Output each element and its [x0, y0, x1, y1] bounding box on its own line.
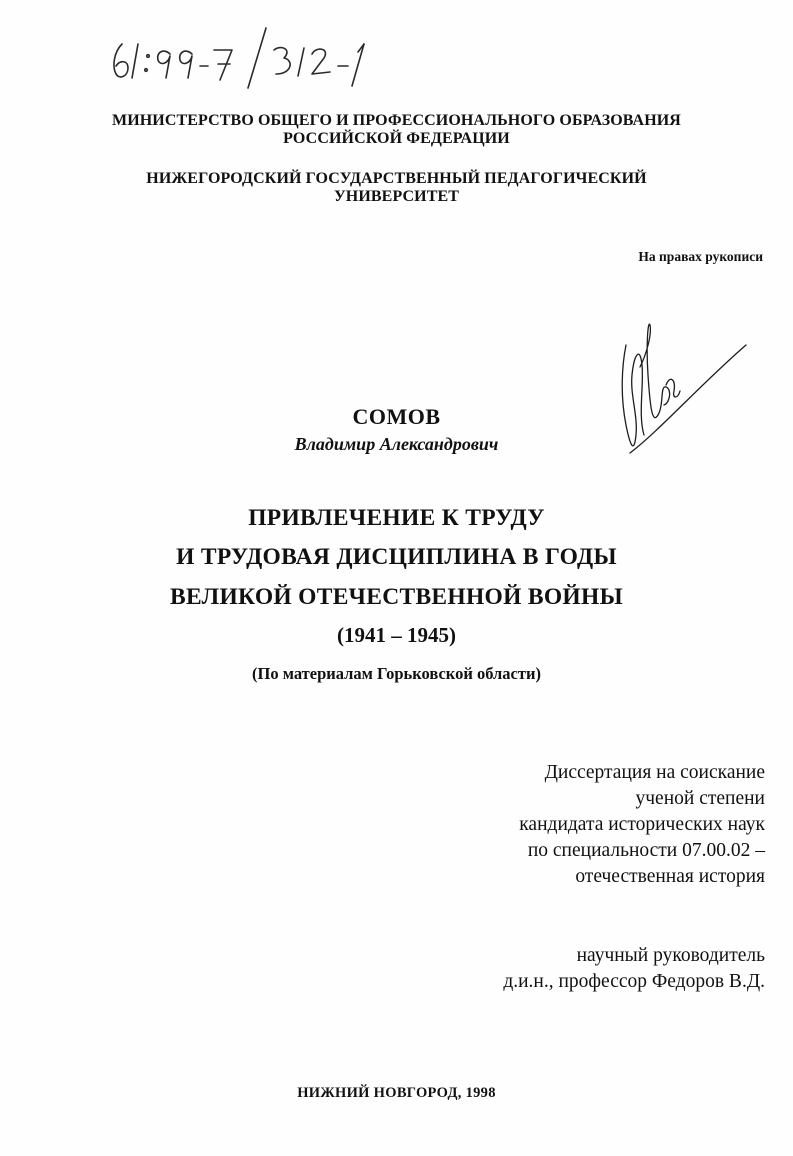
title-years: (1941 – 1945) [337, 623, 456, 647]
title-line-3: ВЕЛИКОЙ ОТЕЧЕСТВЕННОЙ ВОЙНЫ [170, 584, 623, 610]
dissertation-line-3: кандидата исторических наук [519, 814, 765, 835]
author-surname: СОМОВ [352, 404, 441, 429]
ministry-line-2: РОССИЙСКОЙ ФЕДЕРАЦИИ [283, 130, 510, 147]
city-year-footer: НИЖНИЙ НОВГОРОД, 1998 [297, 1085, 496, 1101]
dissertation-line-2: ученой степени [635, 788, 765, 809]
title-line-2: И ТРУДОВАЯ ДИСЦИПЛИНА В ГОДЫ [176, 544, 617, 570]
title-subtitle: (По материалам Горьковской области) [252, 664, 541, 683]
supervisor-line-1: научный руководитель [576, 945, 765, 966]
university-header [0, 170, 793, 206]
supervisor-line-2: д.и.н., профессор Федоров В.Д. [503, 971, 765, 992]
title-line-1: ПРИВЛЕЧЕНИЕ К ТРУДУ [248, 505, 545, 531]
dissertation-line-4: по специальности 07.00.02 – [527, 840, 765, 861]
dissertation-line-1: Диссертация на соискание [544, 762, 765, 783]
supervisor-block [503, 943, 765, 995]
university-line-2: УНИВЕРСИТЕТ [333, 188, 460, 205]
author-name: Владимир Александрович [294, 434, 499, 454]
dissertation-description [519, 760, 765, 890]
ministry-header [0, 112, 793, 148]
handwritten-archive-code [108, 22, 408, 92]
manuscript-rights-note: На правах рукописи [638, 249, 763, 264]
university-line-1: НИЖЕГОРОДСКИЙ ГОСУДАРСТВЕННЫЙ ПЕДАГОГИЧЕСКИЙ [146, 170, 647, 187]
ministry-line-1: МИНИСТЕРСТВО ОБЩЕГО И ПРОФЕССИОНАЛЬНОГО ОБРАЗОВАНИЯ [112, 112, 681, 129]
dissertation-line-5: отечественная история [575, 866, 765, 887]
